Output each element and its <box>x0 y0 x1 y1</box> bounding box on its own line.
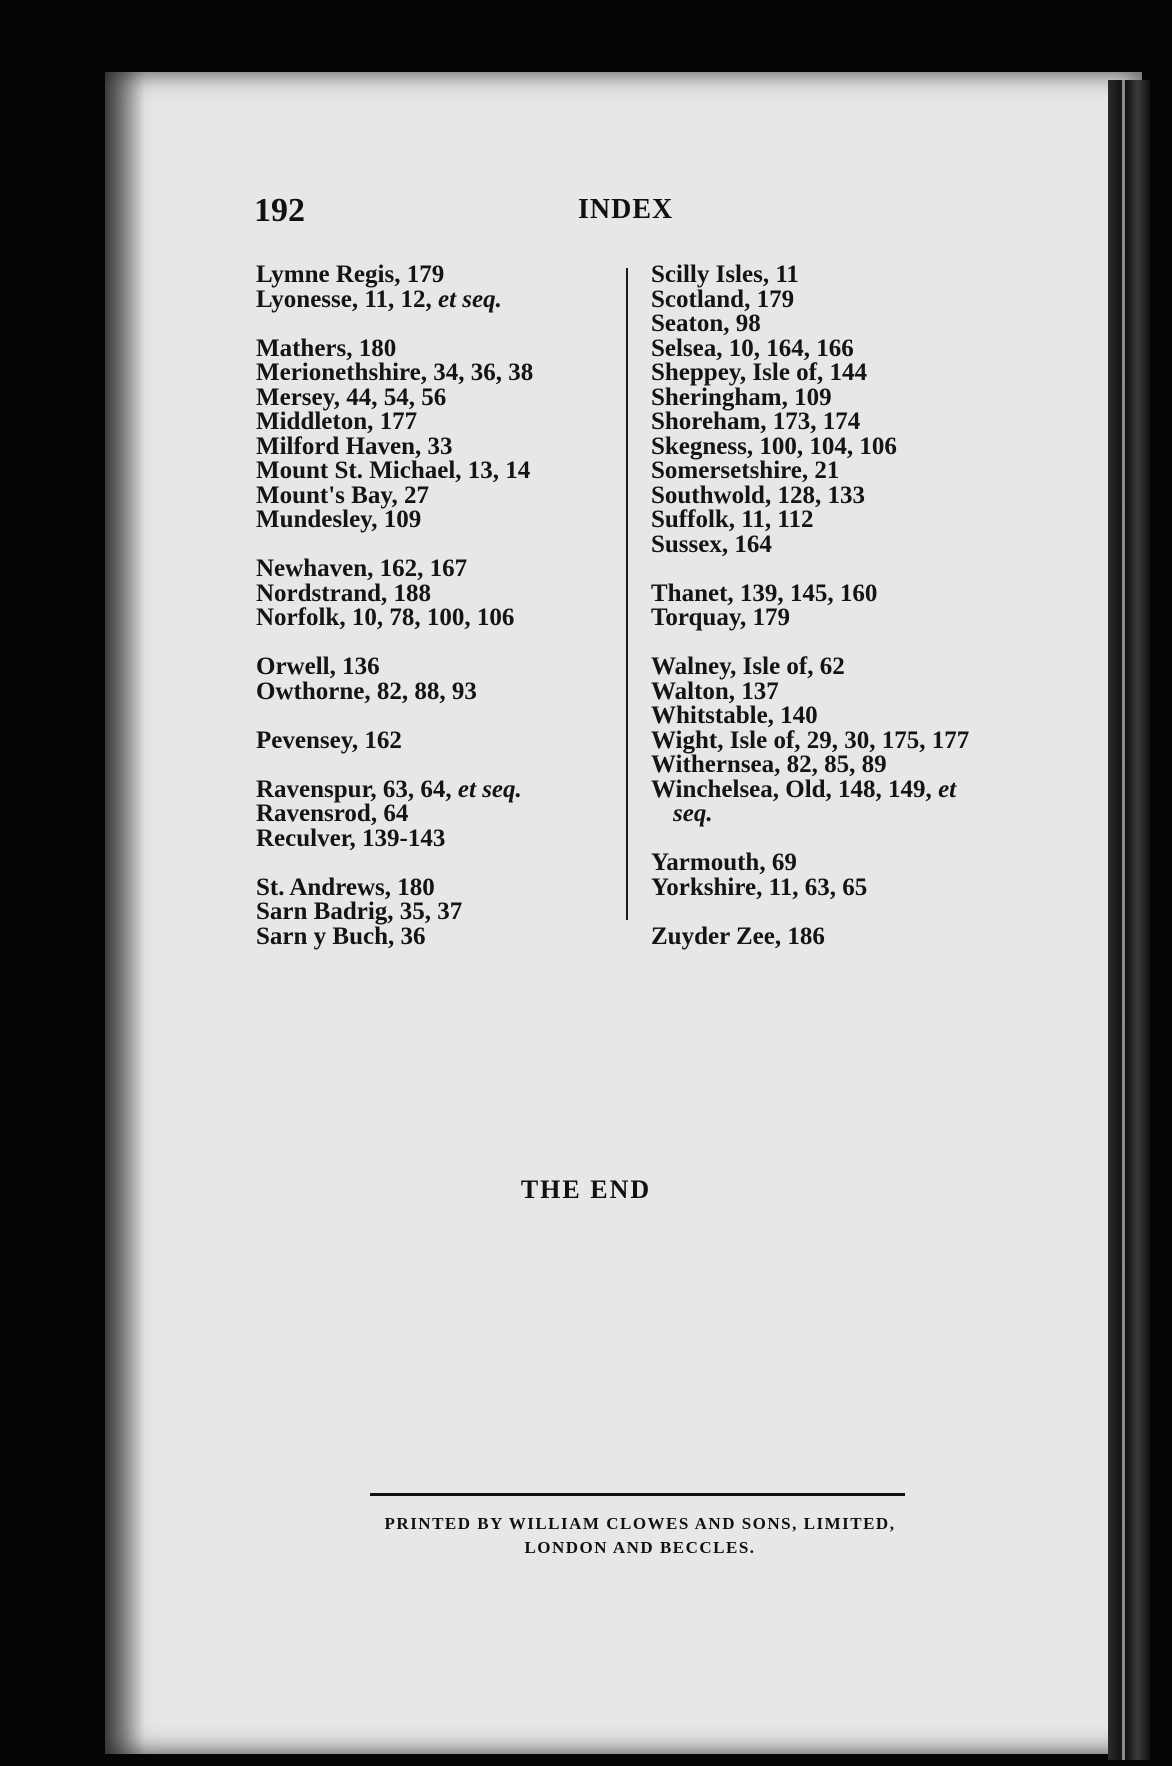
index-entry <box>651 579 1011 607</box>
index-entry-text: Scilly Isles, 11 <box>651 261 799 288</box>
index-entry-text: Yarmouth, 69 <box>651 849 797 876</box>
index-entry-text: Lyonesse, 11, 12, <box>256 285 438 313</box>
index-entry-text: Wight, Isle of, 29, 30, 175, 177 <box>651 726 970 754</box>
index-entry <box>256 775 596 803</box>
the-end: THE END <box>520 1175 652 1204</box>
index-entry <box>256 873 596 901</box>
index-entry-text: Sussex, 164 <box>651 530 772 558</box>
index-entry <box>256 481 596 509</box>
index-entry <box>256 557 596 582</box>
index-entry <box>256 432 596 460</box>
index-entry-italic: et seq. <box>457 775 522 803</box>
index-column-left <box>256 263 596 949</box>
index-entry-text: Newhaven, 162, 167 <box>256 555 468 582</box>
index-entry-text: Zuyder Zee, 186 <box>651 922 825 950</box>
index-entry-text: Skegness, 100, 104, 106 <box>651 432 897 460</box>
imprint-rule <box>370 1493 905 1496</box>
page-header <box>0 192 1172 232</box>
index-gap <box>256 631 596 656</box>
index-entry <box>651 481 1011 509</box>
index-entry-text: St. Andrews, 180 <box>256 873 435 901</box>
index-gap <box>256 851 596 876</box>
index-entry-italic: et <box>938 775 957 803</box>
index-entry-text: Mount St. Michael, 13, 14 <box>256 457 531 484</box>
index-gap <box>256 704 596 729</box>
running-head: INDEX <box>578 194 674 225</box>
index-entry-text: Mathers, 180 <box>256 334 397 362</box>
index-entry-continuation: seq. <box>673 800 713 827</box>
index-entry <box>256 802 596 827</box>
index-entry <box>256 606 596 631</box>
index-gap <box>256 312 596 337</box>
index-entry <box>651 851 1011 876</box>
index-entry <box>651 530 1011 558</box>
index-entry-text: Winchelsea, Old, 148, 149, <box>651 775 939 803</box>
index-entry <box>256 726 596 754</box>
index-entry-text: Sarn Badrig, 35, 37 <box>256 898 463 925</box>
index-entry-text: Lymne Regis, 179 <box>256 261 445 288</box>
index-entry <box>651 606 1011 631</box>
index-entry-text: Ravensrod, 64 <box>256 800 409 827</box>
index-gap <box>256 753 596 778</box>
index-gap <box>651 900 1011 925</box>
index-entry <box>256 285 596 313</box>
index-entry-text: Sarn y Buch, 36 <box>256 922 426 950</box>
index-entry <box>651 704 1011 729</box>
index-entry-text: Suffolk, 11, 112 <box>651 506 814 533</box>
index-gap <box>651 631 1011 656</box>
index-entry <box>651 432 1011 460</box>
index-entry-text: Ravenspur, 63, 64, <box>256 775 458 803</box>
index-entry-text: Withernsea, 82, 85, 89 <box>651 751 887 778</box>
index-entry-text: Nordstrand, 188 <box>256 579 432 607</box>
index-entry-text: Southwold, 128, 133 <box>651 481 865 509</box>
index-entry <box>256 922 596 950</box>
index-entry-text: Yorkshire, 11, 63, 65 <box>651 873 868 901</box>
page-number: 192 <box>254 192 305 229</box>
index-entry <box>651 361 1011 386</box>
index-entry <box>651 263 1011 288</box>
index-gap <box>651 827 1011 852</box>
index-entry-text: Middleton, 177 <box>256 408 418 435</box>
index-entry <box>651 677 1011 705</box>
index-entry-text: Sheppey, Isle of, 144 <box>651 359 868 386</box>
index-entry <box>651 334 1011 362</box>
index-entry <box>256 459 596 484</box>
index-entry-text: Merionethshire, 34, 36, 38 <box>256 359 534 386</box>
index-entry-text: Whitstable, 140 <box>651 702 818 729</box>
index-entry <box>256 361 596 386</box>
index-entry <box>256 508 596 533</box>
index-entry-text: Torquay, 179 <box>651 604 790 631</box>
index-entry <box>651 508 1011 533</box>
column-divider <box>626 268 628 920</box>
index-column-right <box>651 263 1011 949</box>
index-entry-text: Somersetshire, 21 <box>651 457 840 484</box>
index-entry-text: Pevensey, 162 <box>256 726 402 754</box>
index-entry <box>256 824 596 852</box>
index-entry-text: Mersey, 44, 54, 56 <box>256 383 447 411</box>
index-entry-text: Mundesley, 109 <box>256 506 422 533</box>
index-entry <box>256 655 596 680</box>
index-entry-italic: et seq. <box>437 285 502 313</box>
index-entry <box>651 285 1011 313</box>
index-entry-text: Milford Haven, 33 <box>256 432 453 460</box>
index-entry <box>256 579 596 607</box>
index-gap <box>256 533 596 558</box>
index-entry <box>651 383 1011 411</box>
index-entry-text: Seaton, 98 <box>651 310 761 337</box>
index-entry-text: Mount's Bay, 27 <box>256 481 429 509</box>
index-entry-text: Reculver, 139-143 <box>256 824 446 852</box>
index-entry-text: Walton, 137 <box>651 677 779 705</box>
index-entry <box>256 410 596 435</box>
index-entry <box>256 263 596 288</box>
index-entry-text: Shoreham, 173, 174 <box>651 408 861 435</box>
index-entry <box>256 383 596 411</box>
index-entry <box>651 726 1011 754</box>
index-entry-text: Walney, Isle of, 62 <box>651 653 845 680</box>
index-gap <box>651 557 1011 582</box>
index-entry-text: Owthorne, 82, 88, 93 <box>256 677 477 705</box>
index-entry <box>651 873 1011 901</box>
index-entry <box>651 753 1011 778</box>
index-entry <box>256 334 596 362</box>
imprint-line-2: LONDON AND BECCLES. <box>524 1538 756 1557</box>
index-entry-text: Scotland, 179 <box>651 285 795 313</box>
printer-imprint <box>300 1512 980 1560</box>
index-entry <box>651 410 1011 435</box>
index-entry <box>256 900 596 925</box>
index-entry-text: Sheringham, 109 <box>651 383 832 411</box>
index-entry-text: Orwell, 136 <box>256 653 380 680</box>
index-entry <box>651 312 1011 337</box>
index-entry-text: Thanet, 139, 145, 160 <box>651 579 878 607</box>
gutter-shadow <box>105 72 145 1754</box>
index-entry-text: Norfolk, 10, 78, 100, 106 <box>256 604 515 631</box>
book-edge <box>1108 80 1150 1760</box>
index-entry <box>651 922 1011 950</box>
index-entry <box>256 677 596 705</box>
imprint-line-1: PRINTED BY WILLIAM CLOWES AND SONS, LIMITED, <box>384 1514 896 1533</box>
index-entry <box>651 655 1011 680</box>
index-entry <box>651 459 1011 484</box>
index-entry-text: Selsea, 10, 164, 166 <box>651 334 854 362</box>
index-entry <box>651 775 1011 803</box>
